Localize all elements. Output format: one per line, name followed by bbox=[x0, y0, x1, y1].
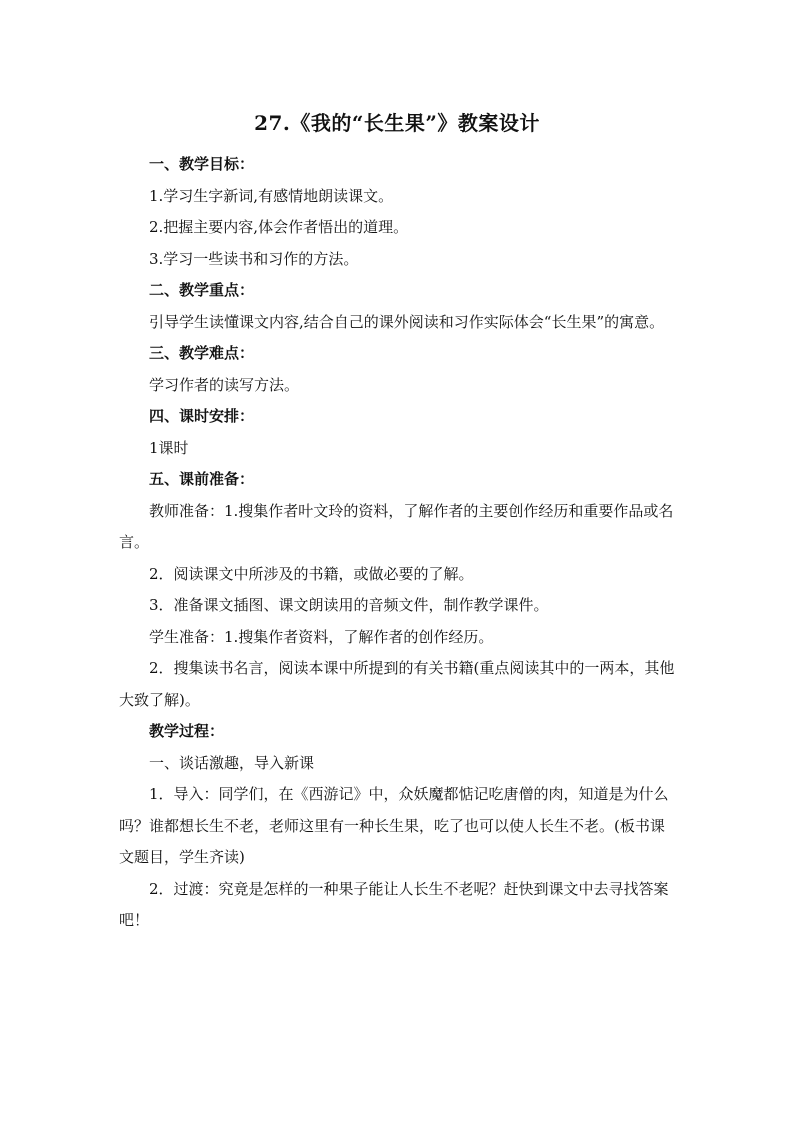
body-paragraph: 1.学习生字新词,有感情地朗读课文。 bbox=[149, 186, 394, 205]
section-heading: 五、课前准备： bbox=[149, 470, 255, 488]
body-paragraph: 引导学生读懂课文内容,结合自己的课外阅读和习作实际体会“长生果”的寓意。 bbox=[149, 312, 665, 331]
document-body bbox=[119, 149, 675, 937]
body-paragraph: 3.学习一些读书和习作的方法。 bbox=[149, 249, 359, 268]
body-paragraph: 一、谈话激趣，导入新课 bbox=[149, 753, 315, 772]
section-heading: 三、教学难点： bbox=[149, 344, 255, 362]
body-paragraph: 2．过渡：究竟是怎样的一种果子能让人长生不老呢？赶快到课文中去寻找答案吧！ bbox=[119, 879, 669, 929]
body-paragraph: 学习作者的读写方法。 bbox=[149, 375, 300, 394]
section-heading: 二、教学重点： bbox=[149, 281, 255, 299]
document-title: 27.《我的“长生果”》教案设计 bbox=[254, 111, 540, 135]
body-paragraph: 教师准备：1.搜集作者叶文玲的资料，了解作者的主要创作经历和重要作品或名言。 bbox=[119, 501, 674, 551]
body-paragraph: 学生准备：1.搜集作者资料，了解作者的创作经历。 bbox=[149, 627, 494, 646]
body-paragraph: 3．准备课文插图、课文朗读用的音频文件，制作教学课件。 bbox=[149, 596, 549, 614]
section-heading: 一、教学目标： bbox=[149, 155, 255, 173]
section-heading: 四、课时安排： bbox=[149, 407, 255, 425]
section-heading: 教学过程： bbox=[149, 722, 225, 740]
body-paragraph: 1．导入：同学们，在《西游记》中，众妖魔都惦记吃唐僧的肉，知道是为什么吗？谁都想长生不老，老师这里有一种长生果，吃了也可以使人长生不老。(板书课文题目，学生齐读) bbox=[119, 785, 669, 866]
body-paragraph: 1课时 bbox=[149, 438, 189, 457]
body-paragraph: 2.把握主要内容,体会作者悟出的道理。 bbox=[149, 218, 409, 236]
body-paragraph: 2．搜集读书名言，阅读本课中所提到的有关书籍(重点阅读其中的一两本，其他大致了解)。 bbox=[119, 659, 675, 709]
body-paragraph: 2．阅读课文中所涉及的书籍，或做必要的了解。 bbox=[149, 564, 474, 583]
